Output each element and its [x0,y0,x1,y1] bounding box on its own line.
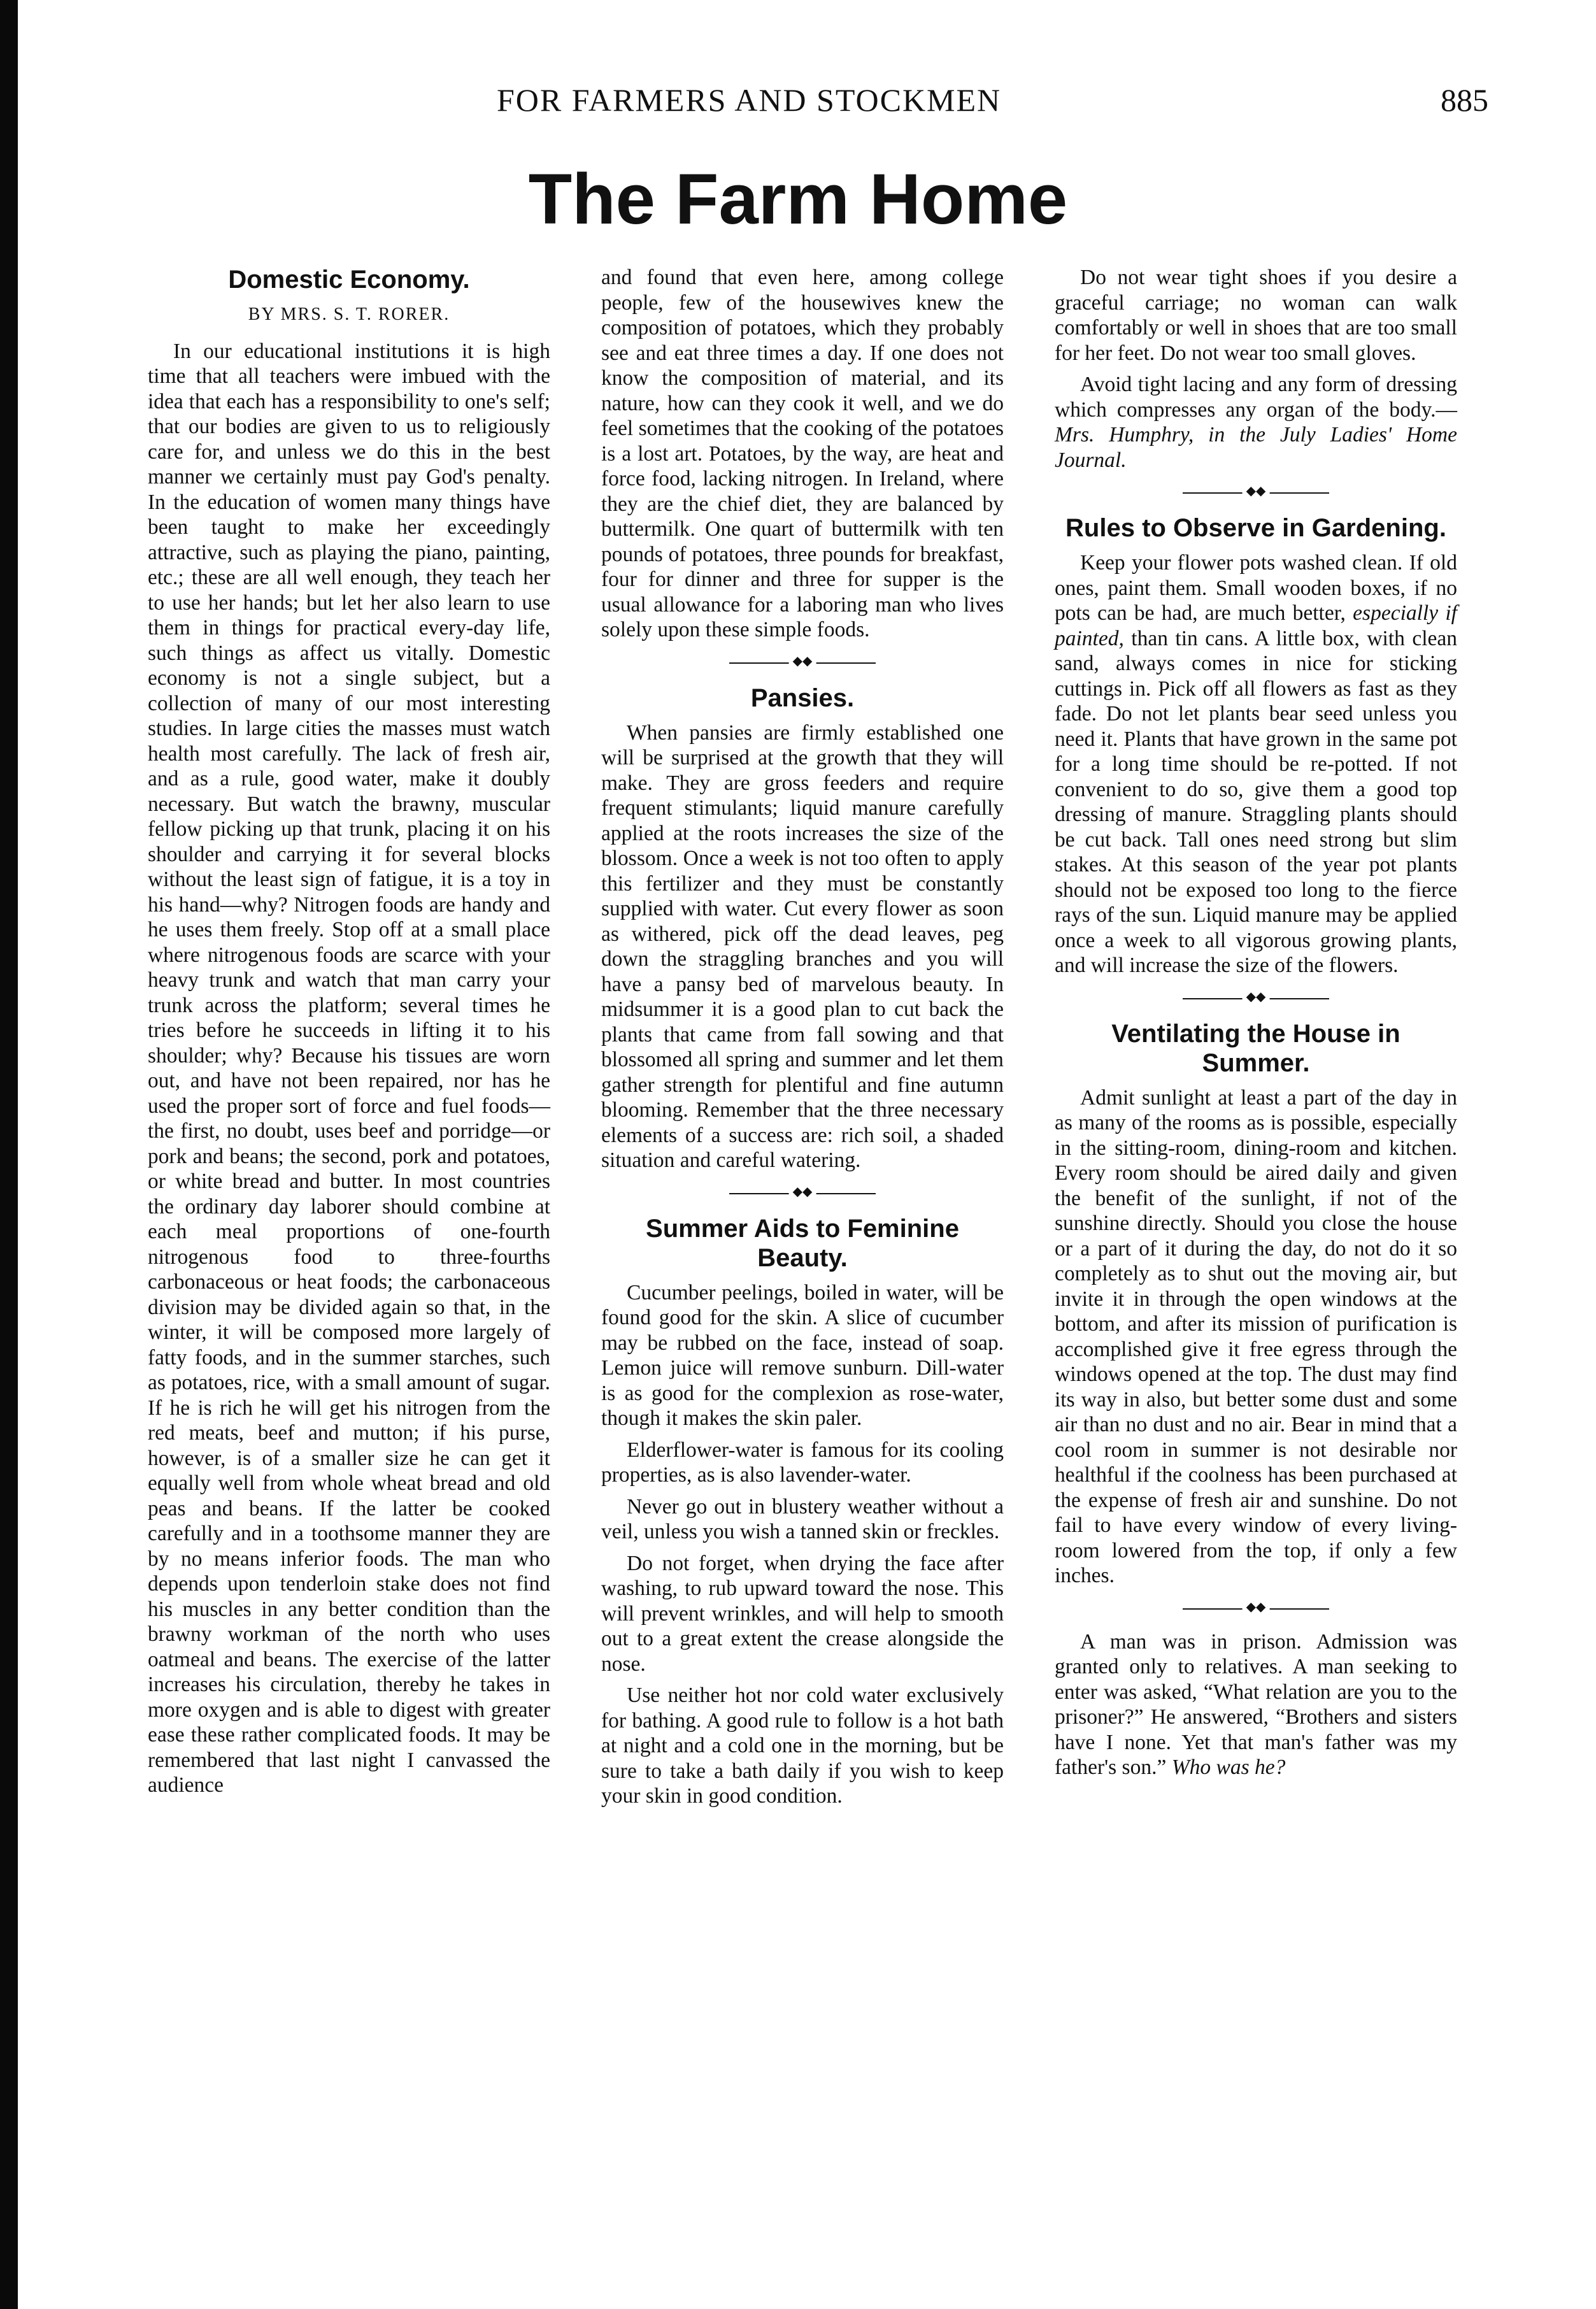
section-divider [1183,484,1329,498]
page-title: The Farm Home [528,159,1068,239]
divider-ornament: ◆◆ [789,654,816,669]
column-3 [1055,265,1457,1780]
page-number: 885 [1441,82,1488,118]
gardening-emphasis: especially if painted, [1055,601,1457,650]
scan-edge [0,0,18,2309]
summer-aids-paragraph: Use neither hot nor cold water exclusively for bathing. A good rule to follow is a hot bath at night and a cold one in the morning, but be sure to take a bath daily if you wish to keep your skin in good condition. [601,1683,1004,1808]
summer-aids-paragraph: Do not forget, when drying the face after washing, to rub upward toward the nose. This will prevent wrinkles, and will help to smooth out to a great extent the crease alongside the nose. [601,1551,1004,1676]
domestic-economy-continuation: and found that even here, among college people, few of the housewives knew the composition of potatoes, which they probably see and eat three times a day. If one does not know the composition of material, and its nature, how can they cook it well, and we do feel sometimes that the cooking of the potatoes is a lost art. Potatoes, by the way, are heat and force food, lacking nitrogen. In Ireland, where they are the chief diet, they are balanced by buttermilk. One quart of buttermilk with ten pounds of potatoes, three pounds for breakfast, four for dinner and three for supper is the usual allowance for a laboring man who lives solely upon these simple foods. [601,266,1004,641]
riddle-paragraph [1055,1629,1457,1780]
summer-aids-paragraph: Do not wear tight shoes if you desire a graceful carriage; no woman can walk comfortably or well in shoes that are too small for her feet. Do not wear too small gloves. [1055,266,1457,365]
summer-aids-source: Mrs. Humphry, in the July Ladies' Home Journal. [1055,423,1457,472]
article-heading-ventilating: Ventilating the House in Summer. [1111,1019,1400,1077]
gardening-paragraph [1055,550,1457,978]
column-1 [148,265,550,1798]
running-head: FOR FARMERS AND STOCKMEN [497,82,1002,118]
section-divider [729,654,876,668]
summer-aids-paragraph: Never go out in blustery weather without a veil, unless you wish a tanned skin or freckles. [601,1494,1004,1543]
section-divider [1183,1599,1329,1614]
article-byline: BY MRS. S. T. RORER. [248,304,450,324]
section-divider [729,1184,876,1199]
domestic-economy-paragraph: In our educational institutions it is high time that all teachers were imbued with the idea that each has a responsibility to one's self; that our bodies are given to us to religiously care for, and unless we do this in the best manner we certainly must pay God's penalty. In the education of women many things have been taught to make her exceedingly attractive, such as playing the piano, painting, etc.; these are all well enough, they teach her to use her hands; but let her also learn to use them in things for practical every-day life, such things as affect us vitally. Domestic economy is not a single subject, but a collection of many of our most interesting studies. In large cities the masses must watch health most carefully. The lack of fresh air, and as a rule, good water, make it doubly necessary. But watch the brawny, muscular fellow picking up that trunk, placing it on his shoulder and carrying it for several blocks without the least sign of fatigue, it is a toy in his hand—why? Nitrogen foods are handy and he uses them freely. Stop off at a small place where nitrogenous foods are scarce with your heavy trunk and watch that man carry your trunk across the platform; several times he tries before he succeeds in lifting it to his shoulder; why? Because his tissues are worn out, and have not been repaired, nor has he used the proper sort of force and fuel foods—the first, no doubt, uses beef and porridge—or pork and beans; the second, pork and potatoes, or white bread and butter. In most countries the ordinary day laborer should combine at each meal proportions of one-fourth nitrogenous food to three-fourths carbonaceous or heat foods; the carbonaceous division may be divided again so that, in the winter, it will be composed more largely of fatty foods, and in the summer starches, such as potatoes, rice, with a small amount of sugar. If he is rich he will get his nitrogen from the red meats, beef and mutton; if his purse, however, is of a smaller size he can get it equally well from whole wheat bread and old peas and beans. If the latter be cooked carefully and in a toothsome manner they are by no means inferior foods. The man who depends upon tenderloin stake does not find his muscles in any better condition than the brawny workman of the north who uses oatmeal and beans. The exercise of the latter increases his circulation, thereby he takes in more oxygen and is able to digest with greater ease these rather complicated foods. It may be remembered that last night I canvassed the audience [148,339,550,1797]
article-heading-domestic-economy: Domestic Economy. [228,266,470,294]
riddle-question: Who was he? [1171,1755,1286,1779]
divider-ornament: ◆◆ [789,1184,816,1199]
section-divider [1183,989,1329,1004]
summer-aids-paragraph [1055,372,1457,473]
summer-aids-text: Avoid tight lacing and any form of dressing which compresses any organ of the body.— [1055,373,1457,422]
article-heading-summer-aids: Summer Aids to Feminine Beauty. [646,1214,959,1272]
summer-aids-paragraph: Cucumber peelings, boiled in water, will be found good for the skin. A slice of cucumber may be rubbed on the face, instead of soap. Lemon juice will remove sunburn. Dill-water is as good for the complexion as rose-water, though it makes the skin paler. [601,1280,1004,1430]
divider-ornament: ◆◆ [1243,1599,1270,1615]
riddle-text: A man was in prison. Admission was granted only to relatives. A man seeking to enter was asked, “What relation are you to the prisoner?” He answered, “Brothers and sisters have I none. Yet that man's father was my father's son.” [1055,1629,1457,1779]
ventilating-paragraph: Admit sunlight at least a part of the day in as many of the rooms as is possible, especially in the sitting-room, dining-room and kitchen. Every room should be aired daily and given the benefit of the sunlight, if not of the sunshine directly. Should you close the house or a part of it during the day, do not do it so completely as to shut out the moving air, but invite it in through the open windows at the bottom, and after its mission of purification is accomplished give it free egress through the windows opened at the top. The dust may find its way in also, but better some dust and some air than no dust and no air. Bear in mind that a cool room in summer is not desirable nor healthful if the coolness has been purchased at the expense of fresh air and sunshine. Do not fail to have every window of every living-room lowered from the top, if only a few inches. [1055,1085,1457,1587]
pansies-paragraph: When pansies are firmly established one will be surprised at the growth that they will make. They are gross feeders and require frequent stimulants; liquid manure carefully applied at the roots increases the size of the blossom. Once a week is not too often to apply this fertilizer and they must be constantly supplied with water. Cut every flower as soon as withered, pick off the dead leaves, peg down the straggling branches and you will have a pansy bed of marvelous beauty. In midsummer it is a good plan to cut back the plants that came from fall sowing and that blossomed all spring and summer and let them gather strength for plentiful and fine autumn blooming. Remember that the three necessary elements of a success are: rich soil, a shaded situation and careful watering. [601,720,1004,1172]
article-heading-gardening: Rules to Observe in Gardening. [1065,514,1446,542]
divider-ornament: ◆◆ [1243,483,1270,499]
summer-aids-paragraph: Elderflower-water is famous for its cooling properties, as is also lavender-water. [601,1438,1004,1487]
article-heading-pansies: Pansies. [750,683,855,712]
gardening-text: than tin cans. A little box, with clean sand, always comes in nice for sticking cuttings in. Pick off all flowers as fast as they fade. Do not let plants bear seed unless you need it. Plants that have grown in the same pot for a long time should be re-potted. If not convenient to do so, give them a good top dressing of manure. Straggling plants should be cut back. Tall ones need strong but slim stakes. At this season of the year pot plants should not be exposed too long to the fierce rays of the sun. Liquid manure may be applied once a week to all vigorous growing plants, and will increase the size of the flowers. [1055,626,1457,977]
gardening-text: Keep your flower pots washed clean. If old ones, paint them. Small wooden boxes, if no pots can be had, are much better, [1055,551,1457,625]
divider-ornament: ◆◆ [1243,989,1270,1004]
page-header [0,82,1596,120]
column-2 [601,265,1004,1809]
